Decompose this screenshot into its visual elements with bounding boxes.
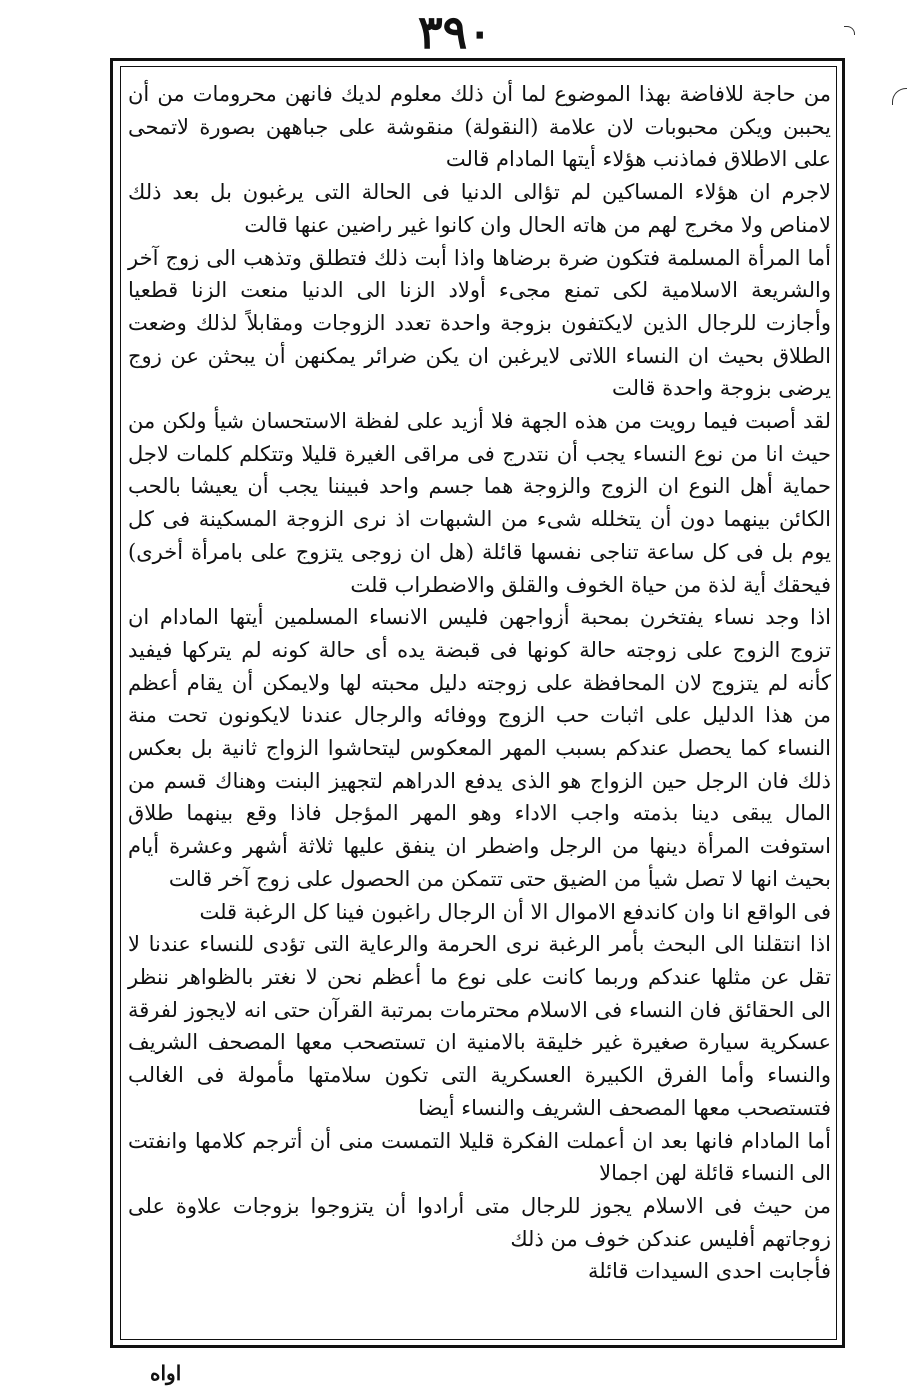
paragraph: فى الواقع انا وان كاندفع الاموال الا أن الرجال راغبون فينا كل الرغبة قلت bbox=[199, 899, 831, 924]
corner-mark bbox=[844, 26, 855, 35]
page-number: ٣٩٠ bbox=[417, 5, 493, 59]
paragraph: اذا وجد نساء يفتخرن بمحبة أزواجهن فليس الانساء المسلمين أيتها المادام ان تزوج الزوج على زوجته حالة كونها فى قبضة يده أى حالة كونه لم يتركها فيفيد كأنه لم يتزوج لان المحافظة على زوجته دليل محبته لها ولايمكن أن يقام أعظم من هذا الدليل على اثبات حب الزوج ووفائه والرجال عندنا لايكونون تحت منة النساء كما يحصل عندكم بسبب المهر المعكوس ليتحاشوا الزواج ثانية بل بعكس ذلك فان الرجل حين الزواج هو الذى يدفع الدراهم لتجهيز البنت وهناك قسم من المال يبقى دينا بذمته واجب الاداء وهو المهر المؤجل فاذا وقع بينهما طلاق استوفت المرأة دينها من الرجل واضطر ان ينفق عليها ثلاثة أشهر وعشرة أيام بحيث انها لا تصل شيأ من الضيق حتى تتمكن من الحصول على زوج آخر قالت bbox=[128, 605, 831, 891]
paragraph: فأجابت احدى السيدات قائلة bbox=[587, 1259, 831, 1284]
margin-mark bbox=[892, 88, 907, 105]
paragraph: من حاجة للافاضة بهذا الموضوع لما أن ذلك معلوم لديك فانهن محرومات من أن يحببن ويكن محبوبات لان علامة (النقولة) منقوشة على جباههن بصورة لاتمحى على الاطلاق فماذنب هؤلاء أيتها المادام قالت bbox=[128, 82, 831, 172]
paragraph: لقد أصبت فيما رويت من هذه الجهة فلا أزيد على لفظة الاستحسان شيأ ولكن من حيث انا من نوع النساء يجب أن نتدرج فى مراقى الغيرة قليلا وتتكلم كلمات لاجل حماية أهل النوع ان الزوج والزوجة هما جسم واحد فبيننا يجب أن يعيشا بالحب الكائن بينهما دون أن يتخلله شىء من الشبهات اذ نرى الزوجة المسكينة فى كل يوم بل فى كل ساعة تناجى نفسها قائلة (هل ان زوجى يتزوج على بامرأة أخرى) فيحقك أية لذة من حياة الخوف والقلق والاضطراب قلت bbox=[128, 409, 831, 597]
paragraph: من حيث فى الاسلام يجوز للرجال متى أرادوا أن يتزوجوا بزوجات علاوة على زوجاتهم أفليس عندكن خوف من ذلك bbox=[128, 1193, 831, 1251]
paragraph: أما المادام فانها بعد ان أعملت الفكرة قليلا التمست منى أن أترجم كلامها وانفتت الى النساء قائلة لهن اجمالا bbox=[128, 1128, 831, 1186]
catchword: اواه bbox=[150, 1361, 182, 1385]
paragraph: اذا انتقلنا الى البحث بأمر الرغبة نرى الحرمة والرعاية التى تؤدى للنساء عندنا لا تقل عن مثلها عندكم وربما كانت على نوع ما أعظم نحن لا نغتر بالظواهر ننظر الى الحقائق فان النساء فى الاسلام محترمات بمرتبة القرآن حتى انه لايجوز لفرقة عسكرية سيارة صغيرة غير خليقة بالامنية ان تستصحب معها المصحف الشريف والنساء وأما الفرق الكبيرة العسكرية التى تكون سلامتها مأمولة فى الغالب فتستصحب معها المصحف الشريف والنساء أيضا bbox=[128, 932, 831, 1120]
body-text bbox=[126, 78, 833, 1332]
paragraph: لاجرم ان هؤلاء المساكين لم تؤالى الدنيا فى الحالة التى يرغبون بل بعد ذلك لامناص ولا مخرج لهم من هاته الحال وان كانوا غير راضين عنها قالت bbox=[128, 180, 831, 237]
paragraph: أما المرأة المسلمة فتكون ضرة برضاها واذا أبت ذلك فتطلق وتذهب الى زوج آخر والشريعة الاسلامية لكى تمنع مجىء أولاد الزنا الى الدنيا منعت الزنا قطعيا وأجازت للرجال الذين لايكتفون بزوجة واحدة تعدد الزوجات ومقابلاً لذلك وضعت الطلاق بحيث ان النساء اللاتى لايرغبن ان يكن ضرائر يمكنهن أن يبحثن عن زوج يرضى بزوجة واحدة قالت bbox=[128, 245, 831, 401]
